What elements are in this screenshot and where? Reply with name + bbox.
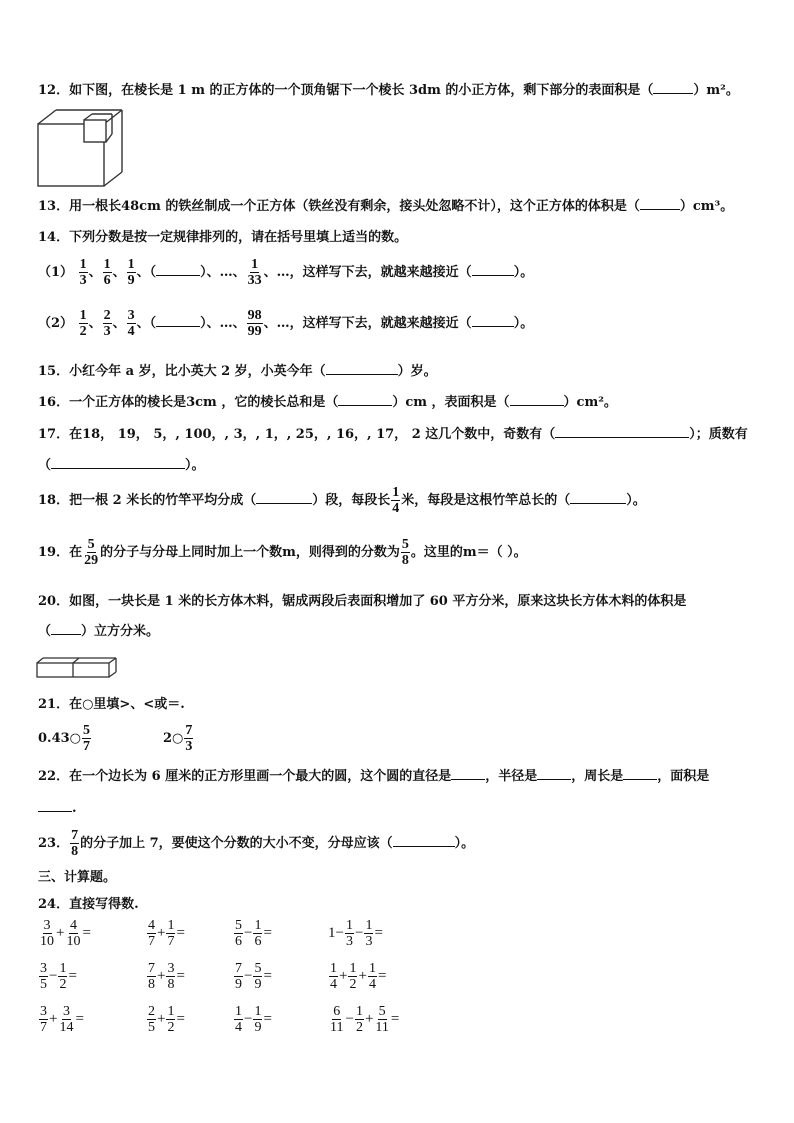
question-15: 15．小红今年 a 岁，比小英大 2 岁，小英今年（ ）岁。 xyxy=(38,364,437,379)
q19-text: 19．在 xyxy=(38,545,83,560)
q12-answer-blank[interactable] xyxy=(653,93,693,94)
q14-s1-blank[interactable] xyxy=(156,275,200,276)
q23-frac: $\frac{7}{8}$ xyxy=(71,828,79,859)
calc-operator: = xyxy=(377,968,387,984)
q19-frac-2: $\frac{5}{8}$ xyxy=(401,537,409,568)
q14-s2-prefix: （2） xyxy=(38,316,74,331)
calc-fraction: $\frac{1}{3}$ xyxy=(345,918,353,949)
question-21 xyxy=(38,696,185,714)
q18-pieces-blank[interactable] xyxy=(256,503,312,504)
question-23: 23． $\frac{7}{8}$ 的分子加上 7，要使这个分数的大小不变，分母应该（ ）。 xyxy=(38,828,475,859)
q17-prime-blank[interactable] xyxy=(51,468,185,469)
calc-operator: = xyxy=(176,968,185,984)
q20-text: 20．如图，一块长是 1 米的长方体木料，锯成两段后表面积增加了 60 平方分米，原来这块长方体木料的体积是 xyxy=(38,594,687,609)
q14-s1-frac-1: $\frac{1}{3}$ xyxy=(79,257,87,288)
calc-operator: = xyxy=(176,925,185,941)
q21-b-frac: $\frac{7}{3}$ xyxy=(185,723,193,754)
calc-operator: − xyxy=(49,968,58,984)
q22-area-blank[interactable] xyxy=(38,811,72,812)
q14-s2-limit-blank[interactable] xyxy=(472,326,514,327)
calc-operator: = xyxy=(82,925,91,941)
q14-s1-frac-3: $\frac{1}{9}$ xyxy=(127,257,135,288)
question-16: 16．一个正方体的棱长是3cm ，它的棱长总和是（ ）cm ，表面积是（ ）cm²。 xyxy=(38,395,617,410)
q12-close: ）m²。 xyxy=(693,83,739,98)
calc-fraction: $\frac{1}{4}$ xyxy=(235,1004,242,1035)
q23-answer-blank[interactable] xyxy=(393,846,455,847)
question-17: 17．在18， 19， 5，, 100，, 3，, 1，, 25，, 16，, 17， 2 这几个数中，奇数有（ ）；质数有 xyxy=(38,427,748,442)
q19-frac-1: $\frac{5}{29}$ xyxy=(84,537,99,568)
question-24 xyxy=(38,896,139,914)
calc-operator: = xyxy=(75,1011,84,1027)
calc-fraction: $\frac{3}{14}$ xyxy=(59,1004,74,1035)
calc-fraction: $\frac{3}{10}$ xyxy=(40,918,54,949)
q14-text: 14．下列分数是按一定规律排列的，请在括号里填上适当的数。 xyxy=(38,230,408,245)
question-22-line2: . xyxy=(38,800,77,818)
q13-text: 13．用一根长48cm 的铁丝制成一个正方体（铁丝没有剩余，接头处忽略不计），这个正方体的体积是（ xyxy=(38,199,640,214)
q14-s1-frac-last: $\frac{1}{33}$ xyxy=(247,257,262,288)
calc-expression xyxy=(38,1004,84,1035)
calc-operator: = xyxy=(390,1011,400,1027)
wood-block-figure xyxy=(36,657,118,679)
question-22: 22．在一个边长为 6 厘米的正方形里画一个最大的圆，这个圆的直径是 ，半径是 ，周长是 ，面积是 xyxy=(38,769,710,784)
q14-s1-mid: 、…、 xyxy=(206,265,246,280)
question-17-line2: （ ）。 xyxy=(38,458,205,473)
calc-operator: = xyxy=(263,925,272,941)
question-18: 18．把一根 2 米长的竹竿平均分成（ ）段，每段长 $\frac{1}{4}$ 米，每段是这根竹竿总长的（ ）。 xyxy=(38,485,646,516)
calc-fraction: $\frac{1}{2}$ xyxy=(167,1004,175,1035)
calc-expression xyxy=(233,918,272,949)
q18-fraction-blank[interactable] xyxy=(570,503,626,504)
section-3-heading: 三、计算题。 xyxy=(38,870,117,885)
q22-circumference-blank[interactable] xyxy=(623,779,657,780)
calc-expression xyxy=(38,961,77,992)
calc-expression xyxy=(233,1004,272,1035)
calc-operator: − xyxy=(345,1011,354,1027)
q21-item-a: 0.43○ $\frac{5}{7}$ xyxy=(38,723,91,754)
q21-a-frac: $\frac{5}{7}$ xyxy=(83,723,91,754)
calc-fraction: $\frac{1}{6}$ xyxy=(254,918,262,949)
calc-fraction: $\frac{1}{7}$ xyxy=(167,918,175,949)
q18-frac: $\frac{1}{4}$ xyxy=(392,485,400,516)
q17-odd-blank[interactable] xyxy=(555,437,689,438)
calc-fraction: $\frac{5}{6}$ xyxy=(235,918,242,949)
q20-answer-blank[interactable] xyxy=(51,634,81,635)
question-12 xyxy=(38,82,739,100)
q14-sub-1: （1） $\frac{1}{3}$ 、 $\frac{1}{6}$ 、 $\frac{1}{9}$ 、（ ）、…、 $\frac{1}{33}$ 、…，这样写下去，就越来越接近（ ）。 xyxy=(38,257,534,288)
q16-edge-sum-blank[interactable] xyxy=(338,405,392,406)
calc-operator: + xyxy=(339,968,348,984)
q23-text: 的分子加上 7，要使这个分数的大小不变，分母应该（ xyxy=(80,836,393,851)
calc-expression xyxy=(146,918,185,949)
calc-operator: − xyxy=(354,925,364,941)
calc-expression xyxy=(328,1004,399,1035)
calc-operator: + xyxy=(364,1011,374,1027)
q14-s1-limit-blank[interactable] xyxy=(472,275,514,276)
q14-s2-tail: 、…，这样写下去，就越来越接近（ xyxy=(263,316,472,331)
q15-text: 15．小红今年 a 岁，比小英大 2 岁，小英今年（ xyxy=(38,364,326,379)
q21-item-b: 2○ $\frac{7}{3}$ xyxy=(163,723,193,754)
calc-fraction: $\frac{5}{11}$ xyxy=(375,1004,389,1035)
question-20-line2: （ ）立方分米。 xyxy=(38,624,160,639)
q14-s1-frac-2: $\frac{1}{6}$ xyxy=(103,257,111,288)
q22-diameter-blank[interactable] xyxy=(451,779,485,780)
calc-operator: = xyxy=(176,1011,185,1027)
calc-fraction: $\frac{7}{8}$ xyxy=(148,961,155,992)
calc-fraction: $\frac{5}{9}$ xyxy=(254,961,262,992)
calc-fraction: $\frac{1}{3}$ xyxy=(365,918,373,949)
calc-expression xyxy=(146,1004,185,1035)
calc-operator: − xyxy=(244,925,253,941)
calc-expression xyxy=(146,961,185,992)
calc-fraction: $\frac{3}{8}$ xyxy=(167,961,175,992)
q22-radius-blank[interactable] xyxy=(537,779,571,780)
calc-operator: + xyxy=(49,1011,58,1027)
q13-answer-blank[interactable] xyxy=(640,209,680,210)
calc-fraction: $\frac{3}{5}$ xyxy=(40,961,47,992)
question-14 xyxy=(38,229,407,247)
calc-operator: 1− xyxy=(328,925,344,941)
calc-fraction: $\frac{1}{4}$ xyxy=(330,961,337,992)
question-19: 19．在 $\frac{5}{29}$ 的分子与分母上同时加上一个数m，则得到的分数为 $\frac{5}{8}$ 。这里的m＝（ ）。 xyxy=(38,537,527,568)
calc-operator: + xyxy=(358,968,367,984)
calc-operator: = xyxy=(263,1011,272,1027)
q14-s2-frac-2: $\frac{2}{3}$ xyxy=(103,308,111,339)
q13-close: ）cm³。 xyxy=(679,199,734,214)
q14-s2-frac-1: $\frac{1}{2}$ xyxy=(79,308,87,339)
calc-operator: + xyxy=(157,1011,166,1027)
q16-text: 16．一个正方体的棱长是3cm ，它的棱长总和是（ xyxy=(38,395,339,410)
cube-cut-figure xyxy=(36,106,126,188)
q16-area-blank[interactable] xyxy=(510,405,564,406)
q17-text: 17．在18， 19， 5，, 100，, 3，, 1，, 25，, 16，, 17， 2 这几个数中，奇数有（ xyxy=(38,427,556,442)
calc-fraction: $\frac{1}{2}$ xyxy=(349,961,357,992)
calc-operator: − xyxy=(244,1011,253,1027)
calc-fraction: $\frac{1}{4}$ xyxy=(368,961,376,992)
calc-fraction: $\frac{4}{7}$ xyxy=(148,918,155,949)
calc-operator: = xyxy=(374,925,383,941)
calc-expression xyxy=(328,961,386,992)
calc-fraction: $\frac{4}{10}$ xyxy=(66,918,81,949)
q21-text: 21．在○里填>、<或＝. xyxy=(38,697,185,712)
q14-s2-frac-3: $\frac{3}{4}$ xyxy=(127,308,135,339)
q18-text: 18．把一根 2 米长的竹竿平均分成（ xyxy=(38,493,257,508)
calc-fraction: $\frac{7}{9}$ xyxy=(235,961,242,992)
q14-sub-2: （2） $\frac{1}{2}$ 、 $\frac{2}{3}$ 、 $\frac{3}{4}$ 、（ ）、…、 $\frac{98}{99}$ 、…，这样写下去，就越来越接近（ ）。 xyxy=(38,308,534,339)
q15-answer-blank[interactable] xyxy=(326,374,398,375)
calc-operator: + xyxy=(157,968,166,984)
calc-operator: − xyxy=(244,968,253,984)
calc-operator: + xyxy=(157,925,166,941)
calc-fraction: $\frac{1}{9}$ xyxy=(254,1004,262,1035)
q14-s1-tail: 、…，这样写下去，就越来越接近（ xyxy=(263,265,472,280)
q14-s2-blank[interactable] xyxy=(156,326,200,327)
q12-text: 12．如下图，在棱长是 1 m 的正方体的一个顶角锯下一个棱长 3dm 的小正方体，剩下部分的表面积是（ xyxy=(38,83,654,98)
calc-fraction: $\frac{3}{7}$ xyxy=(40,1004,47,1035)
q22-text: 22．在一个边长为 6 厘米的正方形里画一个最大的圆，这个圆的直径是 xyxy=(38,769,452,784)
calc-operator: = xyxy=(68,968,77,984)
calc-fraction: $\frac{6}{11}$ xyxy=(330,1004,344,1035)
calc-fraction: $\frac{1}{2}$ xyxy=(355,1004,363,1035)
calc-expression xyxy=(233,961,272,992)
calc-operator: = xyxy=(263,968,272,984)
q14-s2-mid: 、…、 xyxy=(206,316,246,331)
calc-operator: + xyxy=(56,925,65,941)
calc-fraction: $\frac{2}{5}$ xyxy=(148,1004,155,1035)
calc-fraction: $\frac{1}{2}$ xyxy=(59,961,67,992)
question-13 xyxy=(38,198,733,216)
calc-expression xyxy=(328,918,383,949)
q24-text: 24．直接写得数. xyxy=(38,897,139,912)
calc-expression xyxy=(38,918,91,949)
question-20 xyxy=(38,593,686,611)
q14-s2-frac-last: $\frac{98}{99}$ xyxy=(247,308,262,339)
q14-s1-prefix: （1） xyxy=(38,265,74,280)
